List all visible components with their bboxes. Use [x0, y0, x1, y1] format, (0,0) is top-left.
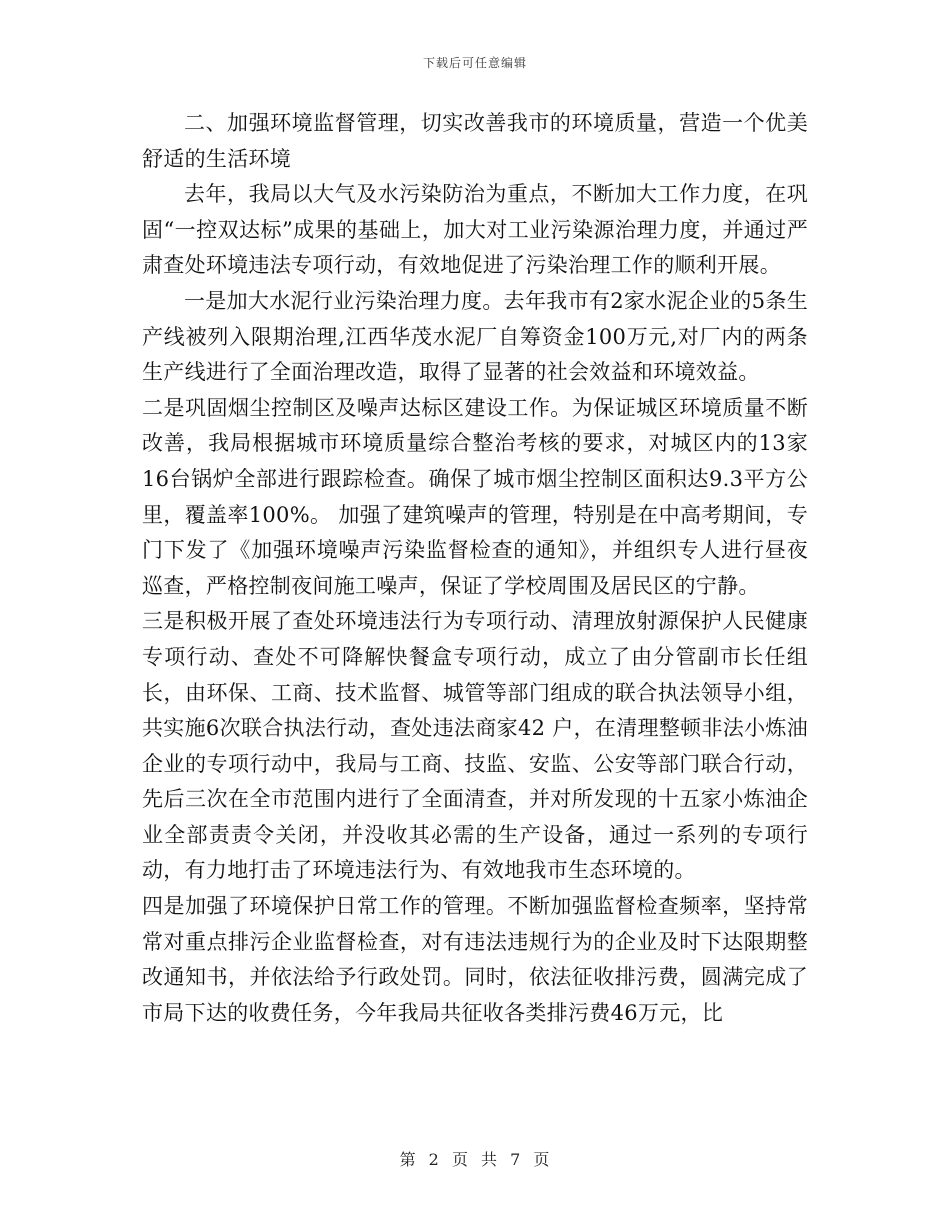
page-header: 下载后可任意编辑 — [422, 56, 527, 70]
document-body — [142, 106, 808, 1031]
paragraph-item-2: 二是巩固烟尘控制区及噪声达标区建设工作。为保证城区环境质量不断改善，我局根据城市环境质量综合整治考核的要求，对城区内的13家16台锅炉全部进行跟踪检查。确保了城市烟尘控制区面积达9.3平方公里，覆盖率100%。 加强了建筑噪声的管理，特别是在中高考期间，专门下发了《加强环境噪声污染监督检查的通知》，并组织专人进行昼夜巡查，严格控制夜间施工噪声，保证了学校周围及居民区的宁静。 — [142, 395, 808, 598]
paragraph-item-3: 三是积极开展了查处环境违法行为专项行动、清理放射源保护人民健康专项行动、查处不可降解快餐盒专项行动，成立了由分管副市长任组长，由环保、工商、技术监督、城管等部门组成的联合执法领导小组，共实施6次联合执法行动，查处违法商家42 户，在清理整顿非法小炼油企业的专项行动中，我局与工商、技监、安监、公安等部门联合行动，先后三次在全市范围内进行了全面清查，并对所发现的十五家小炼油企业全部责责令关闭，并没收其必需的生产设备，通过一系列的专项行动，有力地打击了环境违法行为、有效地我市生态环境的。 — [142, 609, 808, 883]
paragraph-item-4: 四是加强了环境保护日常工作的管理。不断加强监督检查频率，坚持常常对重点排污企业监督检查，对有违法违规行为的企业及时下达限期整改通知书，并依法给予行政处罚。同时，依法征收排污费，圆满完成了市局下达的收费任务，今年我局共征收各类排污费46万元，比 — [142, 894, 808, 1025]
page-footer: 第 2 页 共 7 页 — [399, 1150, 551, 1169]
paragraph-item-1: 一是加大水泥行业污染治理力度。去年我市有2家水泥企业的5条生产线被列入限期治理,江西华茂水泥厂自筹资金100万元,对厂内的两条生产线进行了全面治理改造，取得了显著的社会效益和环境效益。 — [142, 288, 808, 385]
section-heading: 二、加强环境监督管理，切实改善我市的环境质量，营造一个优美舒适的生活环境 — [142, 111, 808, 171]
paragraph-intro: 去年，我局以大气及水污染防治为重点，不断加大工作力度，在巩固“一控双达标”成果的基础上，加大对工业污染源治理力度，并通过严肃查处环境违法专项行动，有效地促进了污染治理工作的顺利开展。 — [142, 182, 808, 278]
